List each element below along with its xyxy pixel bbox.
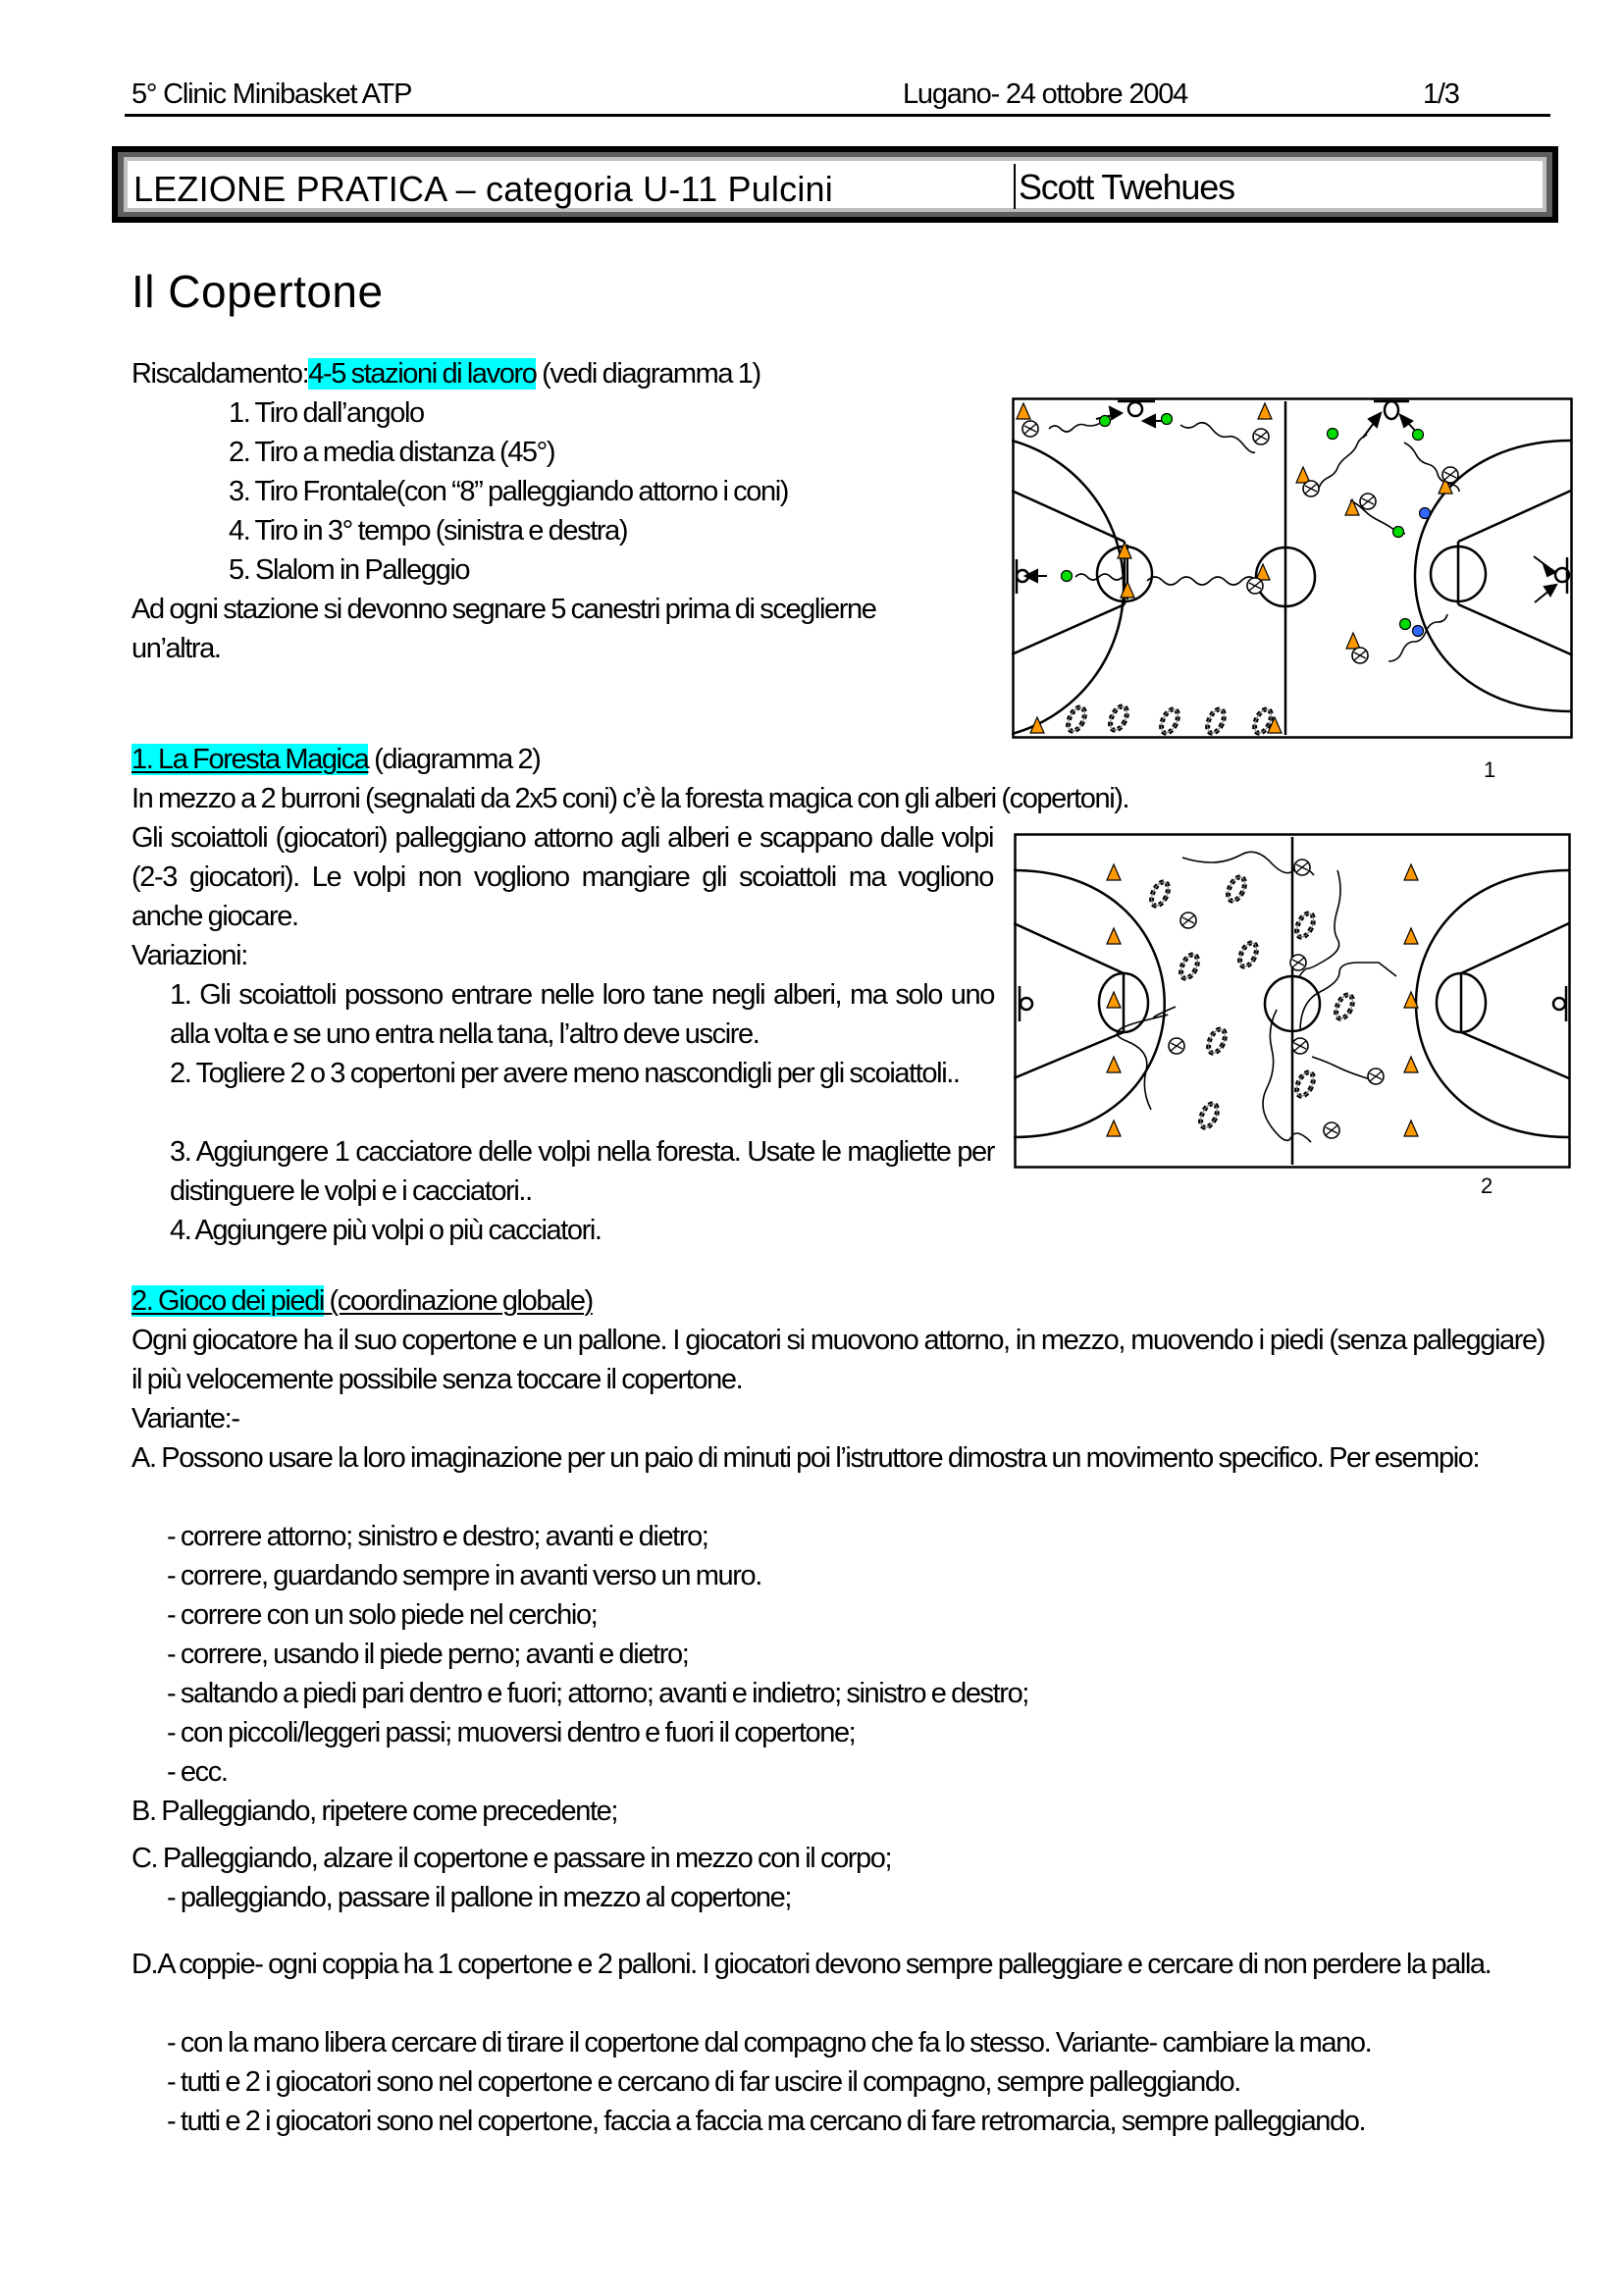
warmup-station: 2. Tiro a media distanza (45°) bbox=[229, 437, 555, 468]
attacker-icon bbox=[1328, 429, 1338, 440]
variant-b: B. Palleggiando, ripetere come precedente; bbox=[131, 1796, 617, 1827]
player-with-ball-icon bbox=[1253, 429, 1269, 444]
title-separator bbox=[1014, 164, 1016, 209]
diagram-1-warmup-court bbox=[1012, 397, 1573, 739]
section1-variation: 2. Togliere 2 o 3 copertoni per avere meno nascondigli per gli scoiattoli.. bbox=[170, 1058, 960, 1089]
tyre-icon bbox=[1293, 1069, 1317, 1098]
variant-a-item: - correre, usando il piede perno; avanti e dietro; bbox=[167, 1639, 689, 1670]
section1-variations-label: Variazioni: bbox=[131, 940, 247, 971]
three-point-arc-right bbox=[1416, 870, 1569, 1137]
player-with-ball-icon bbox=[1022, 421, 1038, 437]
attacker-icon bbox=[1400, 619, 1411, 630]
variant-c-item: - palleggiando, passare il pallone in mezzo al copertone; bbox=[167, 1882, 792, 1913]
dribble-path bbox=[1318, 435, 1367, 492]
warmup-station: 3. Tiro Frontale(con “8” palleggiando attorno i coni) bbox=[229, 476, 789, 507]
warmup-note-cont: un’altra. bbox=[131, 633, 221, 664]
variant-a-item: - correre con un solo piede nel cerchio; bbox=[167, 1599, 598, 1631]
section2-variant-label: Variante:- bbox=[131, 1403, 239, 1434]
dribble-paths bbox=[1049, 419, 1459, 661]
variant-a-item: - correre attorno; sinistro e destro; avanti e dietro; bbox=[167, 1521, 708, 1552]
arrow-head bbox=[1369, 413, 1381, 427]
lesson-author: Scott Twehues bbox=[1019, 167, 1234, 207]
tyre-icon bbox=[1236, 940, 1260, 968]
section1-description: Gli scoiattoli (giocatori) palleggiano attorno agli alberi e scappano dalle volpi (2-3 giocatori). Le volpi non vogliono mangiare gli scoiattoli ma vogliono anche giocare. bbox=[131, 822, 993, 932]
variant-a-item: - ecc. bbox=[167, 1756, 228, 1788]
tyre-icon bbox=[1197, 1101, 1221, 1129]
player-with-ball-icon bbox=[1360, 494, 1376, 509]
tyre-icon bbox=[1205, 1026, 1229, 1055]
warmup-label: Riscaldamento: bbox=[131, 358, 309, 390]
player-with-ball-icon bbox=[1294, 860, 1310, 875]
cone-icon bbox=[1404, 864, 1418, 880]
cone-icon bbox=[1258, 403, 1272, 419]
header-place-date: Lugano- 24 ottobre 2004 bbox=[903, 78, 1188, 110]
section1-heading bbox=[131, 740, 540, 779]
variant-a-item: - correre, guardando sempre in avanti verso un muro. bbox=[167, 1560, 761, 1591]
cone-icon bbox=[1404, 1057, 1418, 1072]
diagram-2-number: 2 bbox=[1481, 1173, 1493, 1198]
tyre-icon bbox=[1107, 704, 1130, 732]
section1-intro: In mezzo a 2 burroni (segnalati da 2x5 coni) c’è la foresta magica con gli alberi (copertoni). bbox=[131, 783, 1129, 814]
tyre-icon bbox=[1204, 706, 1228, 735]
player-with-ball-icon bbox=[1180, 912, 1196, 928]
player-with-ball-icon bbox=[1169, 1038, 1184, 1054]
attacker-icon bbox=[1162, 414, 1173, 425]
section1-variation: 4. Aggiungere più volpi o più cacciatori. bbox=[170, 1215, 602, 1246]
cone-icon bbox=[1030, 717, 1044, 733]
warmup-heading bbox=[131, 354, 760, 393]
section1-variation: 1. Gli scoiattoli possono entrare nelle loro tane negli alberi, ma solo uno alla volta e se uno entra nella tana, l’altro deve uscire. bbox=[170, 979, 994, 1050]
section2-intro: Ogni giocatore ha il suo copertone e un pallone. I giocatori si muovono attorno, in mezzo, muovendo i piedi (senza palleggiare) il più velocemente possibile senza toccare il copertone. bbox=[131, 1325, 1545, 1395]
tyre-icon bbox=[1333, 992, 1356, 1020]
cone-icon bbox=[1107, 1057, 1121, 1072]
player-with-ball-icon bbox=[1292, 1038, 1308, 1054]
warmup-station: 5. Slalom in Palleggio bbox=[229, 554, 470, 586]
cone-icon bbox=[1404, 1121, 1418, 1136]
basket-right bbox=[1553, 998, 1565, 1010]
arrow-head bbox=[1143, 415, 1155, 427]
variant-a-text: A. Possono usare la loro imaginazione per un paio di minuti poi l’istruttore dimostra un movimento specifico. Per esempio: bbox=[131, 1442, 1480, 1474]
player-with-ball-icon bbox=[1290, 955, 1306, 970]
pass-arrows bbox=[1025, 407, 1556, 602]
three-point-arc-left bbox=[1014, 870, 1165, 1137]
variant-d-item: - tutti e 2 i giocatori sono nel copertone, faccia a faccia ma cercano di fare retromarcia, sempre palleggiando. bbox=[167, 2106, 1366, 2137]
variant-a bbox=[131, 1438, 1545, 1478]
cone-icon bbox=[1345, 499, 1359, 515]
warmup-highlight: 4-5 stazioni di lavoro bbox=[308, 358, 537, 390]
basket-top-left bbox=[1128, 402, 1142, 416]
tyre-icon bbox=[1225, 874, 1248, 903]
section2-heading bbox=[131, 1281, 593, 1321]
tyre-icon bbox=[1065, 704, 1088, 733]
tyre-icon bbox=[1158, 706, 1181, 735]
variant-c: C. Palleggiando, alzare il copertone e passare in mezzo con il corpo; bbox=[131, 1843, 892, 1874]
cone-icon bbox=[1107, 864, 1121, 880]
section2-subtitle: (coordinazione globale) bbox=[323, 1285, 593, 1317]
player-with-ball-icon bbox=[1324, 1122, 1339, 1138]
lesson-category: LEZIONE PRATICA – categoria U-11 Pulcini bbox=[133, 169, 833, 209]
section2-title: 2. Gioco dei piedi bbox=[131, 1285, 324, 1317]
three-point-arc-left bbox=[1012, 441, 1124, 734]
tyre-icon bbox=[1178, 952, 1201, 980]
tyre-icon bbox=[1293, 911, 1317, 939]
defender-icon bbox=[1413, 626, 1424, 637]
attacker-icon bbox=[1393, 527, 1404, 538]
player-with-ball-icon bbox=[1368, 1069, 1384, 1084]
header-event-name: 5° Clinic Minibasket ATP bbox=[131, 78, 412, 110]
dribble-path bbox=[1117, 1007, 1176, 1110]
basket-top-right bbox=[1385, 401, 1398, 419]
player-with-ball-icon bbox=[1442, 467, 1458, 483]
attacker-icon bbox=[1413, 430, 1424, 441]
cone-icon bbox=[1296, 467, 1310, 483]
dribble-path bbox=[1180, 423, 1255, 453]
section1-variation: 3. Aggiungere 1 cacciatore delle volpi nella foresta. Usate le magliette per distinguere le volpi e i cacciatori.. bbox=[170, 1136, 994, 1207]
header-page-number: 1/3 bbox=[1423, 78, 1459, 110]
warmup-station: 1. Tiro dall’angolo bbox=[229, 397, 424, 429]
cone-icon bbox=[1107, 992, 1121, 1008]
attacker-icon bbox=[1062, 571, 1073, 582]
player-with-ball-icon bbox=[1352, 648, 1368, 663]
cone-icon bbox=[1107, 928, 1121, 944]
diagram-2-forest-court bbox=[1014, 833, 1571, 1169]
dribble-path bbox=[1388, 614, 1447, 661]
basket-left bbox=[1021, 998, 1032, 1010]
cone-icon bbox=[1107, 1121, 1121, 1136]
tyre-icon bbox=[1148, 879, 1172, 908]
defender-icon bbox=[1420, 508, 1431, 519]
variant-d-text: D.A coppie- ogni coppia ha 1 copertone e 2 palloni. I giocatori devono sempre palleggiare e cercare di non perdere la palla. bbox=[131, 1949, 1492, 1980]
document-title: Il Copertone bbox=[131, 266, 384, 317]
variant-d-item: - tutti e 2 i giocatori sono nel copertone e cercano di far uscire il compagno, sempre palleggiando. bbox=[167, 2066, 1240, 2098]
warmup-note: Ad ogni stazione si devonno segnare 5 canestri prima di sceglierne bbox=[131, 594, 876, 625]
arrow-head bbox=[1110, 407, 1122, 419]
cone-icon bbox=[1346, 633, 1360, 649]
dribble-paths bbox=[1117, 852, 1396, 1142]
section1-title: 1. La Foresta Magica bbox=[131, 744, 369, 775]
cone-icon bbox=[1404, 928, 1418, 944]
arrow-head bbox=[1544, 564, 1555, 576]
attacker-icon bbox=[1100, 416, 1111, 427]
variant-a-item: - con piccoli/leggeri passi; muoversi dentro e fuori il copertone; bbox=[167, 1717, 856, 1748]
variant-d bbox=[131, 1945, 1545, 1984]
variant-d-item: - con la mano libera cercare di tirare il copertone dal compagno che fa lo stesso. Variante- cambiare la mano. bbox=[167, 2027, 1372, 2059]
diagram-1-number: 1 bbox=[1484, 757, 1496, 782]
player-with-ball-icon bbox=[1247, 578, 1263, 594]
dribble-path bbox=[1075, 574, 1123, 580]
warmup-station: 4. Tiro in 3° tempo (sinistra e destra) bbox=[229, 515, 628, 547]
player-with-ball-icon bbox=[1303, 481, 1319, 496]
warmup-diagram-ref: (vedi diagramma 1) bbox=[536, 358, 760, 390]
dribble-path bbox=[1182, 852, 1314, 875]
header-rule bbox=[125, 114, 1550, 117]
section1-diagram-ref: (diagramma 2) bbox=[368, 744, 541, 775]
lesson-title-box bbox=[112, 146, 1558, 223]
cone-icon bbox=[1017, 403, 1030, 419]
variant-a-item: - saltando a piedi pari dentro e fuori; attorno; avanti e indietro; sinistro e destro; bbox=[167, 1678, 1028, 1709]
dribble-path bbox=[1147, 577, 1257, 585]
